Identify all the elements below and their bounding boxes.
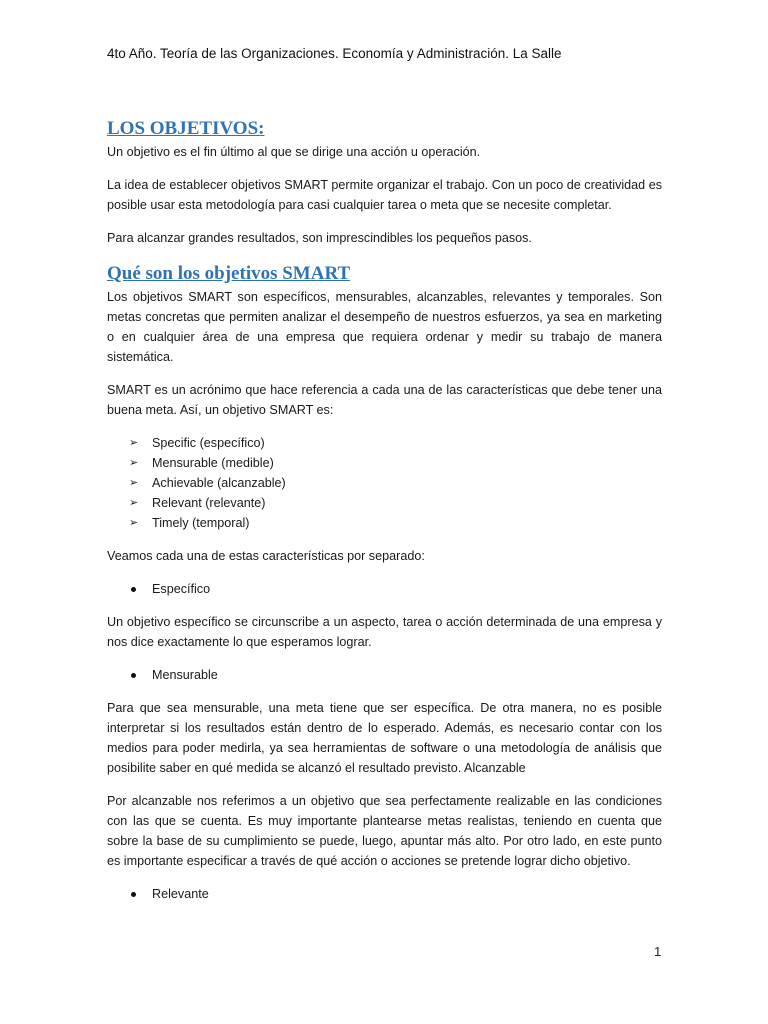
section-title-objetivos: LOS OBJETIVOS: bbox=[107, 118, 265, 139]
arrow-bullet-icon: ➢ bbox=[129, 517, 139, 529]
bullet-item-relevante: Relevante bbox=[107, 884, 662, 904]
section-title-smart: Qué son los objetivos SMART bbox=[107, 263, 351, 284]
dot-bullet-icon bbox=[131, 587, 136, 592]
paragraph: Por alcanzable nos referimos a un objetivo que sea perfectamente realizable en las condiciones con las que se cuenta. Es muy importante plantearse metas realistas, teniendo en cuenta que sobre la base de su cumplimiento se puede, luego, apuntar más alto. Por otro lado, en este punto es importante especificar a través de qué acción o acciones se pretende lograr dicho objetivo. bbox=[107, 794, 662, 868]
paragraph: La idea de establecer objetivos SMART permite organizar el trabajo. Con un poco de creatividad es posible usar esta metodología para casi cualquier tarea o meta que se necesite completar. bbox=[107, 178, 662, 212]
list-item: ➢ Timely (temporal) bbox=[107, 513, 662, 533]
bullet-item-mensurable: Mensurable bbox=[107, 665, 662, 685]
paragraph: Veamos cada una de estas características por separado: bbox=[107, 549, 425, 563]
arrow-bullet-icon: ➢ bbox=[129, 497, 139, 509]
list-item: ➢ Mensurable (medible) bbox=[107, 453, 662, 473]
paragraph: Un objetivo específico se circunscribe a un aspecto, tarea o acción determinada de una empresa y nos dice exactamente lo que esperamos lograr. bbox=[107, 615, 662, 649]
page-header: 4to Año. Teoría de las Organizaciones. Economía y Administración. La Salle bbox=[107, 46, 562, 61]
paragraph: SMART es un acrónimo que hace referencia a cada una de las características que debe tener una buena meta. Así, un objetivo SMART es: bbox=[107, 383, 662, 417]
paragraph: Para que sea mensurable, una meta tiene que ser específica. De otra manera, no es posible interpretar si los resultados están dentro de lo esperado. Además, es necesario contar con los medios para poder medirla, ya sea herramientas de software o una metodología de análisis que posibilite saber en qué medida se alcanzó el resultado previsto. Alcanzable bbox=[107, 701, 662, 775]
page-number: 1 bbox=[654, 944, 662, 959]
paragraph: Los objetivos SMART son específicos, mensurables, alcanzables, relevantes y temporales. Son metas concretas que permiten analizar el desempeño de nuestros esfuerzos, ya sea en marketing o en cualquier área de una empresa que requiera ordenar y medir su trabajo de manera sistemática. bbox=[107, 290, 662, 364]
paragraph: Para alcanzar grandes resultados, son imprescindibles los pequeños pasos. bbox=[107, 231, 532, 245]
dot-bullet-icon bbox=[131, 892, 136, 897]
paragraph: Un objetivo es el fin último al que se dirige una acción u operación. bbox=[107, 145, 481, 159]
bullet-item-especifico: Específico bbox=[107, 579, 662, 599]
arrow-bullet-icon: ➢ bbox=[129, 477, 139, 489]
dot-bullet-icon bbox=[131, 673, 136, 678]
smart-list bbox=[107, 433, 662, 533]
document-body bbox=[107, 116, 662, 917]
arrow-bullet-icon: ➢ bbox=[129, 437, 139, 449]
list-item: ➢ Relevant (relevante) bbox=[107, 493, 662, 513]
list-item: ➢ Specific (específico) bbox=[107, 433, 662, 453]
list-item: ➢ Achievable (alcanzable) bbox=[107, 473, 662, 493]
arrow-bullet-icon: ➢ bbox=[129, 457, 139, 469]
